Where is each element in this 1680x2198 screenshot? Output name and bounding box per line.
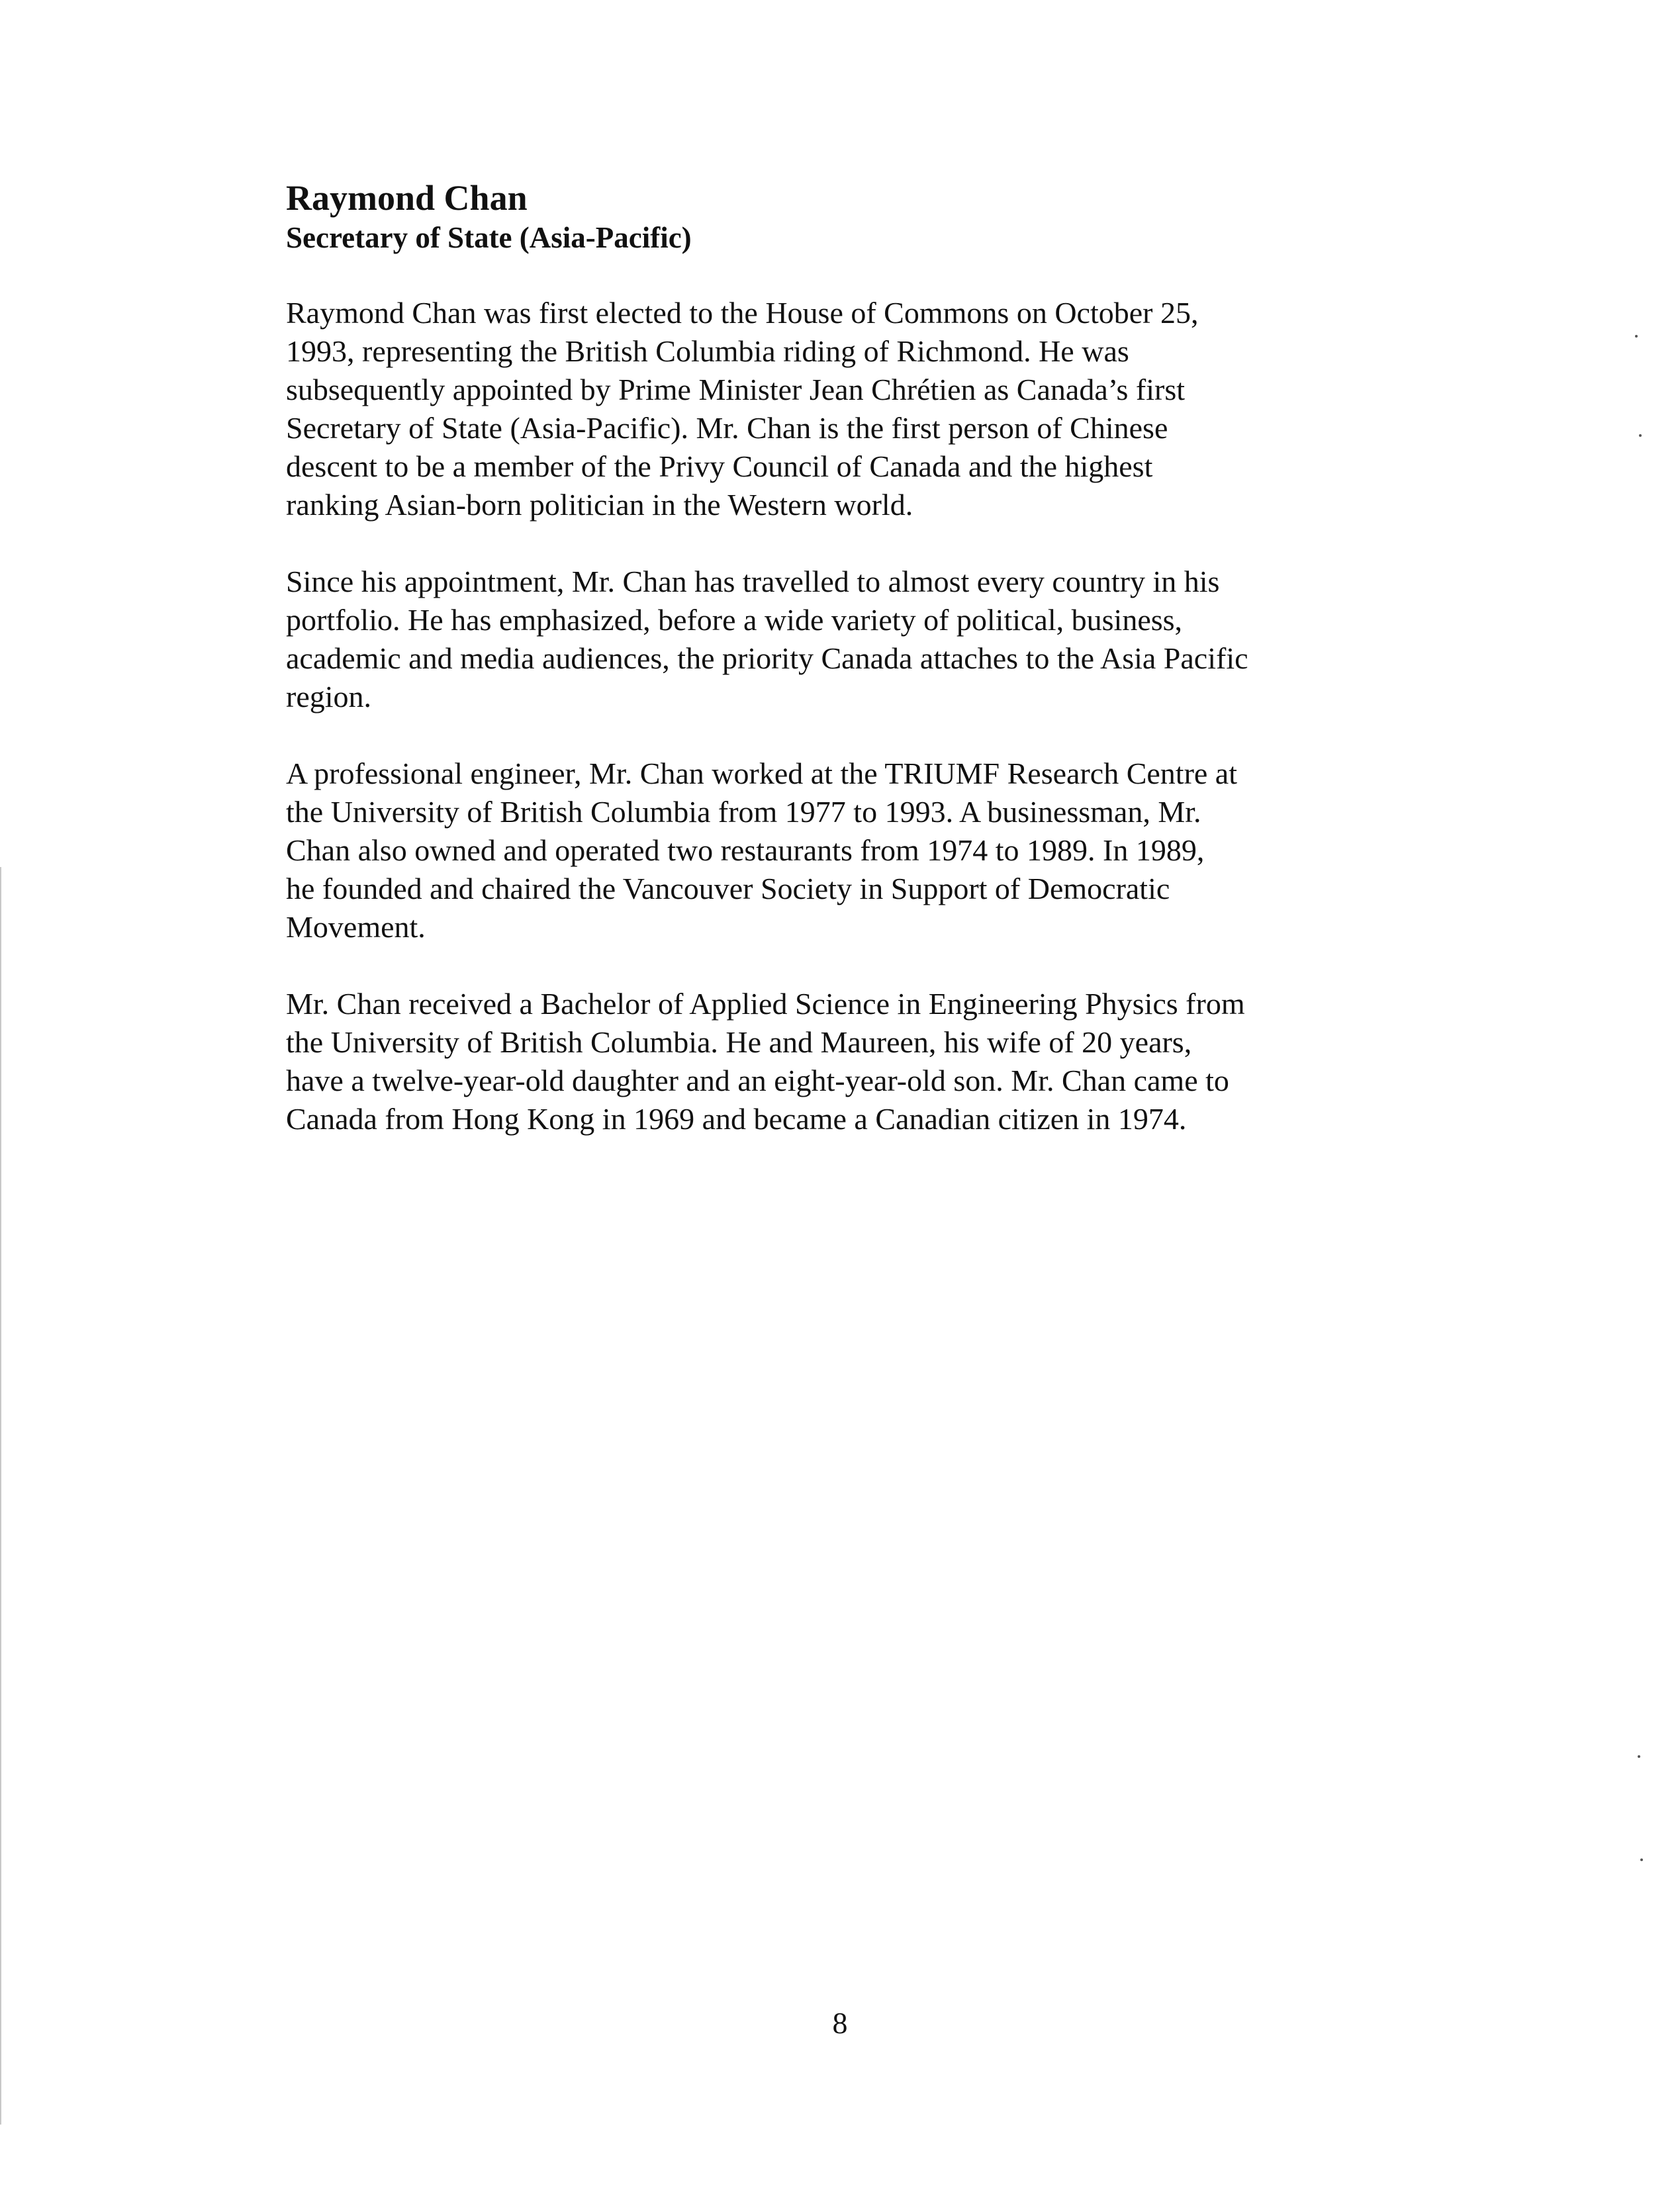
text-line: portfolio. He has emphasized, before a wide variety of political, business, [286, 603, 1183, 637]
text-line: the University of British Columbia from 1977 to 1993. A businessman, Mr. [286, 795, 1201, 829]
text-line: Since his appointment, Mr. Chan has travelled to almost every country in his [286, 565, 1220, 598]
biography [286, 177, 1411, 1177]
scan-speck [1640, 1858, 1643, 1861]
text-line: Mr. Chan received a Bachelor of Applied Science in Engineering Physics from [286, 987, 1245, 1021]
text-line: Chan also owned and operated two restaurants from 1974 to 1989. In 1989, [286, 833, 1205, 867]
person-name: Raymond Chan [286, 178, 528, 218]
text-line: he founded and chaired the Vancouver Society in Support of Democratic [286, 872, 1170, 905]
paragraph-career [286, 755, 1411, 946]
paragraph-personal [286, 985, 1411, 1138]
text-line: Canada from Hong Kong in 1969 and became a Canadian citizen in 1974. [286, 1102, 1187, 1136]
text-line: academic and media audiences, the priority Canada attaches to the Asia Pacific [286, 641, 1248, 675]
paragraph-appointment [286, 563, 1411, 716]
text-line: have a twelve-year-old daughter and an eight-year-old son. Mr. Chan came to [286, 1064, 1229, 1097]
text-line: ranking Asian-born politician in the Western world. [286, 488, 913, 522]
text-line: subsequently appointed by Prime Minister Jean Chrétien as Canada’s first [286, 373, 1186, 406]
text-line: Raymond Chan was first elected to the House of Commons on October 25, [286, 296, 1199, 330]
scan-margin-rule [0, 867, 1, 2125]
page-number: 8 [832, 2006, 848, 2040]
text-line: Movement. [286, 910, 426, 944]
text-line: region. [286, 680, 372, 713]
text-line: the University of British Columbia. He and Maureen, his wife of 20 years, [286, 1025, 1192, 1059]
scan-speck [1635, 335, 1638, 338]
scan-speck [1638, 1755, 1640, 1758]
text-line: descent to be a member of the Privy Council of Canada and the highest [286, 449, 1153, 483]
paragraph-election [286, 294, 1411, 524]
text-line: Secretary of State (Asia-Pacific). Mr. Chan is the first person of Chinese [286, 411, 1168, 445]
text-line: 1993, representing the British Columbia riding of Richmond. He was [286, 334, 1129, 368]
text-line: A professional engineer, Mr. Chan worked at the TRIUMF Research Centre at [286, 756, 1238, 790]
scan-speck [1639, 434, 1642, 437]
person-title: Secretary of State (Asia-Pacific) [286, 221, 692, 254]
